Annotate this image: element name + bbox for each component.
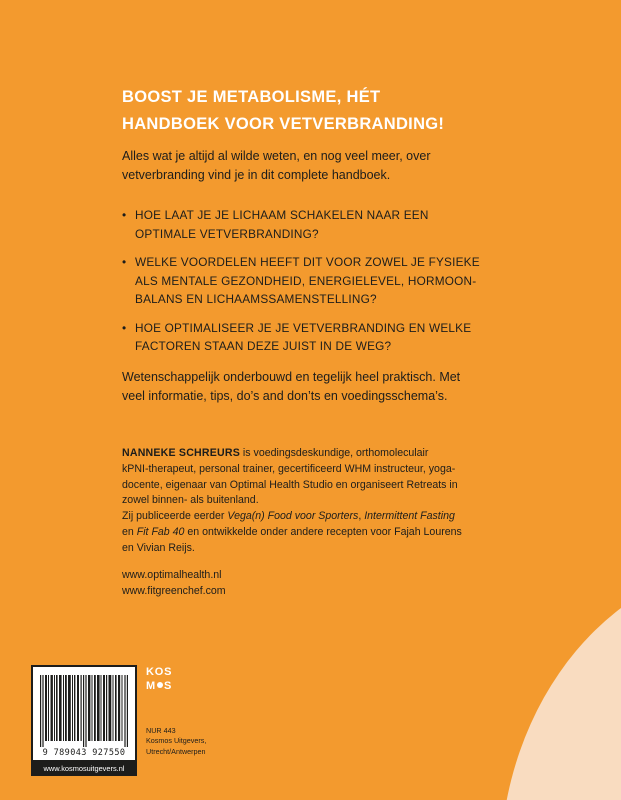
author-bio-text: is voedingsdeskundige, orthomoleculair bbox=[239, 447, 429, 459]
separator: , bbox=[358, 510, 365, 523]
author-name: NANNEKE SCHREURS bbox=[122, 447, 240, 459]
isbn-number: 9 789043 927550 bbox=[42, 748, 126, 758]
nur-code: NUR 443 bbox=[146, 726, 176, 735]
publisher-location: Utrecht/Antwerpen bbox=[146, 746, 206, 756]
book-title: Fit Fab 40 bbox=[136, 525, 185, 538]
bullet-icon: • bbox=[122, 320, 127, 335]
isbn-barcode bbox=[31, 665, 137, 762]
website-links bbox=[122, 568, 422, 600]
book-title: Vega(n) Food voor Sporters bbox=[227, 510, 359, 523]
question-line: HOE LAAT JE JE LICHAAM SCHAKELEN NAAR EEN bbox=[135, 208, 429, 222]
question-line: OPTIMALE VETVERBRANDING? bbox=[135, 226, 319, 241]
question-line: BALANS EN LICHAAMSSAMENSTELLING? bbox=[135, 292, 377, 306]
kosmos-logo bbox=[146, 665, 178, 701]
bullet-icon: • bbox=[122, 255, 127, 269]
barcode-bars bbox=[40, 675, 128, 747]
logo-letter: M bbox=[146, 680, 156, 692]
question-list bbox=[122, 206, 542, 366]
question-item bbox=[122, 206, 542, 243]
author-bio bbox=[122, 446, 540, 557]
headline-line: HANDBOEK VOOR VETVERBRANDING! bbox=[122, 115, 445, 133]
bullet-icon: • bbox=[122, 208, 127, 222]
publisher-info bbox=[146, 726, 266, 757]
question-line: ALS MENTALE GEZONDHEID, ENERGIELEVEL, HORMOON- bbox=[135, 273, 477, 288]
author-line bbox=[122, 446, 540, 462]
author-line: zowel binnen- als buitenland. bbox=[122, 494, 259, 507]
intro-line: vetverbranding vind je in dit complete handboek. bbox=[122, 168, 391, 182]
website-link[interactable]: www.fitgreenchef.com bbox=[122, 584, 226, 597]
publisher-name: Kosmos Uitgevers, bbox=[146, 736, 207, 746]
logo-dot-icon bbox=[157, 682, 163, 688]
separator: en bbox=[122, 525, 137, 538]
logo-letter: S bbox=[163, 680, 173, 692]
logo-line bbox=[146, 679, 178, 693]
science-line: veel informatie, tips, do’s and don’ts en voedingsschema’s. bbox=[122, 389, 448, 403]
author-line bbox=[122, 509, 540, 525]
website-link[interactable]: www.optimalhealth.nl bbox=[122, 569, 222, 581]
headline-line: BOOST JE METABOLISME, HÉT bbox=[122, 88, 381, 106]
author-line: docente, eigenaar van Optimal Health Studio en organiseert Retreats in bbox=[122, 478, 458, 491]
intro-paragraph bbox=[122, 147, 542, 185]
question-item bbox=[122, 319, 542, 356]
author-line bbox=[122, 525, 540, 541]
publications-suffix: en ontwikkelde onder andere recepten voor Fajah Lourens bbox=[184, 525, 462, 538]
headline bbox=[122, 84, 562, 138]
publications-prefix: Zij publiceerde eerder bbox=[122, 510, 228, 523]
logo-line: KOS bbox=[146, 666, 173, 678]
question-line: WELKE VOORDELEN HEEFT DIT VOOR ZOWEL JE FYSIEKE bbox=[135, 255, 480, 269]
book-title: Intermittent Fasting bbox=[364, 510, 455, 523]
author-line: en Vivian Reijs. bbox=[122, 541, 195, 554]
publisher-url[interactable]: www.kosmosuitgevers.nl bbox=[31, 762, 137, 776]
science-line: Wetenschappelijk onderbouwd en tegelijk heel praktisch. Met bbox=[122, 370, 461, 384]
question-item bbox=[122, 253, 542, 309]
question-line: FACTOREN STAAN DEZE JUIST IN DE WEG? bbox=[135, 339, 392, 353]
author-line: kPNI-therapeut, personal trainer, gecertificeerd WHM instructeur, yoga- bbox=[122, 462, 456, 475]
intro-line: Alles wat je altijd al wilde weten, en nog veel meer, over bbox=[122, 149, 431, 163]
question-line: HOE OPTIMALISEER JE JE VETVERBRANDING EN WELKE bbox=[135, 320, 472, 335]
science-paragraph bbox=[122, 368, 542, 406]
decorative-arc bbox=[500, 560, 621, 800]
